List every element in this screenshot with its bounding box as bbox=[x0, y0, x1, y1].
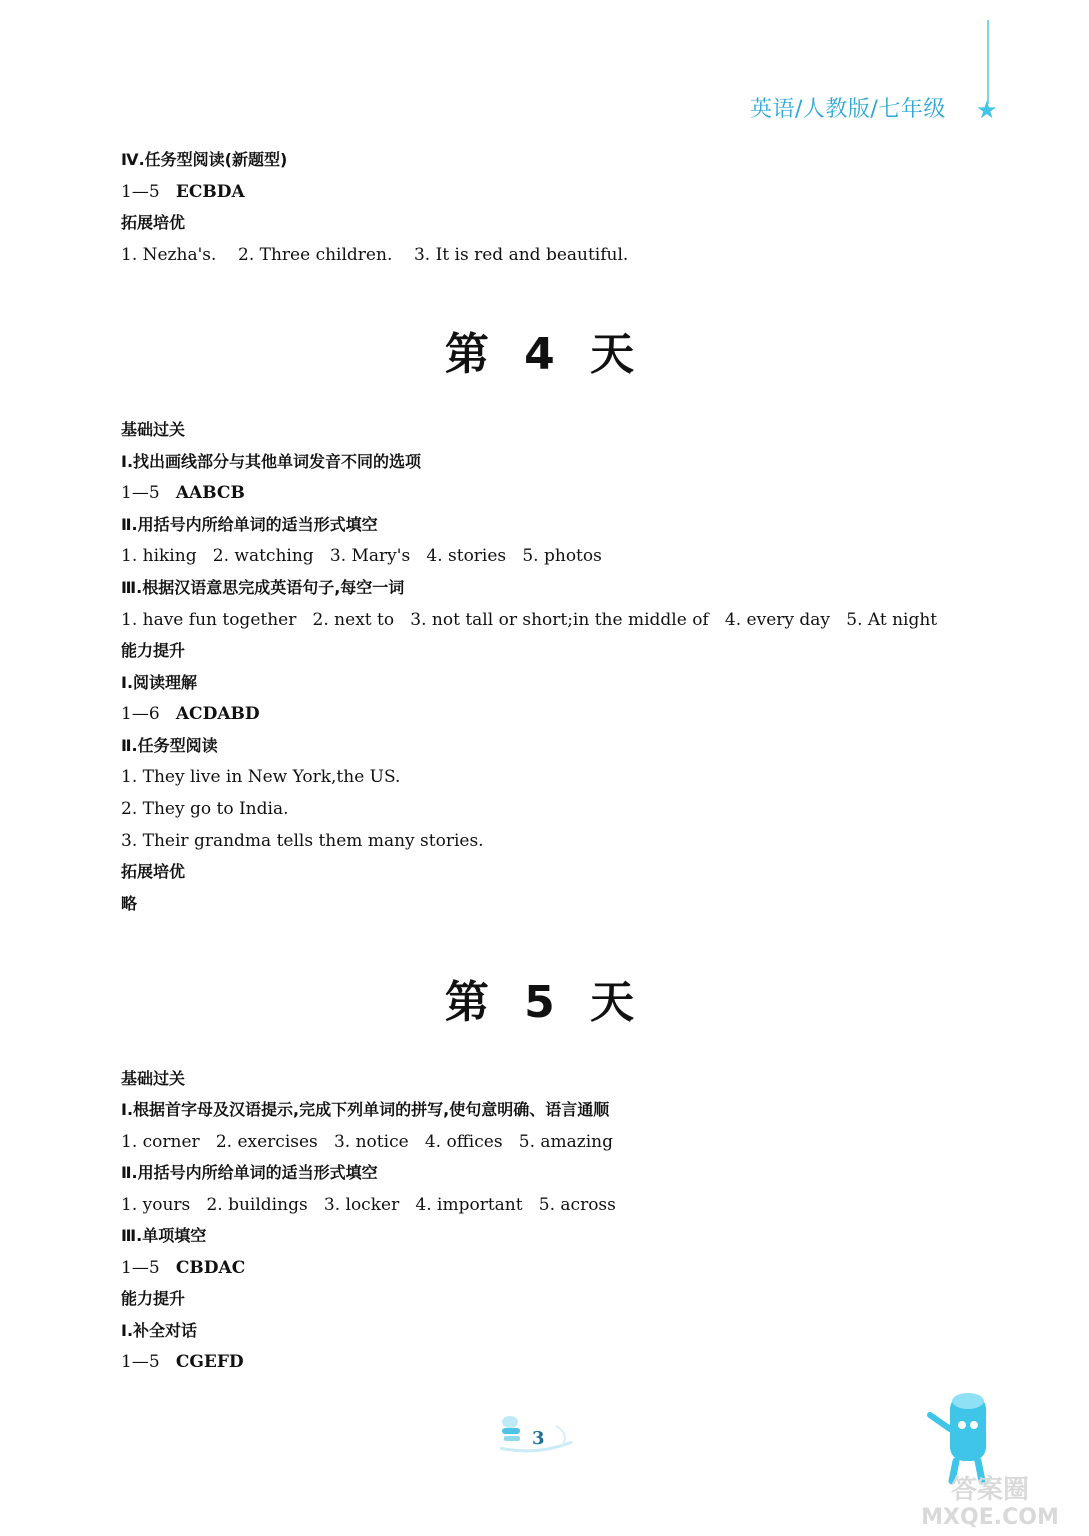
section-title: Ⅲ.根据汉语意思完成英语句子,每空一词 bbox=[121, 578, 405, 597]
section-heading: 拓展培优 bbox=[121, 213, 186, 232]
day-title: 第 5 天 bbox=[444, 977, 645, 1028]
section-title: Ⅲ.单项填空 bbox=[121, 1226, 207, 1245]
answer-line: 1—6 ACDABD bbox=[121, 704, 260, 724]
section-title: Ⅰ.阅读理解 bbox=[121, 673, 198, 692]
answer-line: 1—5 ECBDA bbox=[121, 182, 245, 202]
watermark-bottom-text: MXQE.COM bbox=[921, 1505, 1059, 1530]
day-title: 第 4 天 bbox=[444, 329, 645, 380]
page-header-title: 英语/人教版/七年级 bbox=[750, 97, 946, 122]
section-title: Ⅱ.用括号内所给单词的适当形式填空 bbox=[121, 1163, 378, 1182]
answer-line: 3. Their grandma tells them many stories. bbox=[121, 831, 484, 851]
section-heading: 基础过关 bbox=[121, 420, 186, 439]
answer-line: 2. They go to India. bbox=[121, 799, 289, 819]
section-heading: 基础过关 bbox=[121, 1069, 186, 1088]
watermark-top-text: 答案圈 bbox=[950, 1475, 1030, 1505]
page-number: 3 bbox=[532, 1428, 545, 1449]
section-title: Ⅰ.根据首字母及汉语提示,完成下列单词的拼写,使句意明确、语言通顺 bbox=[121, 1100, 610, 1119]
section-heading: 能力提升 bbox=[121, 641, 186, 660]
answer-line: 1—5 AABCB bbox=[121, 483, 245, 503]
answer-line: 1. hiking 2. watching 3. Mary's 4. stories 5. photos bbox=[121, 546, 602, 566]
section-heading: 拓展培优 bbox=[121, 862, 186, 881]
answer-line: 1. They live in New York,the US. bbox=[121, 767, 401, 787]
answer-line: 1—5 CGEFD bbox=[121, 1352, 244, 1372]
section-title: Ⅰ.补全对话 bbox=[121, 1321, 198, 1340]
answer-line: 略 bbox=[121, 894, 138, 913]
answer-line: 1. corner 2. exercises 3. notice 4. offices 5. amazing bbox=[121, 1132, 613, 1152]
answer-line: 1—5 CBDAC bbox=[121, 1258, 246, 1278]
star-icon: ★ bbox=[976, 96, 998, 124]
answer-line: 1. yours 2. buildings 3. locker 4. important 5. across bbox=[121, 1195, 616, 1215]
answer-line: 1. have fun together 2. next to 3. not tall or short;in the middle of 4. every day 5. At night bbox=[121, 610, 938, 630]
section-heading: 能力提升 bbox=[121, 1289, 186, 1308]
section-title: Ⅳ.任务型阅读(新题型) bbox=[121, 150, 288, 169]
header-divider bbox=[987, 20, 989, 104]
section-title: Ⅰ.找出画线部分与其他单词发音不同的选项 bbox=[121, 452, 422, 471]
section-title: Ⅱ.任务型阅读 bbox=[121, 736, 218, 755]
answer-line: 1. Nezha's. 2. Three children. 3. It is red and beautiful. bbox=[121, 245, 629, 265]
section-title: Ⅱ.用括号内所给单词的适当形式填空 bbox=[121, 515, 378, 534]
site-watermark bbox=[900, 1470, 1080, 1530]
